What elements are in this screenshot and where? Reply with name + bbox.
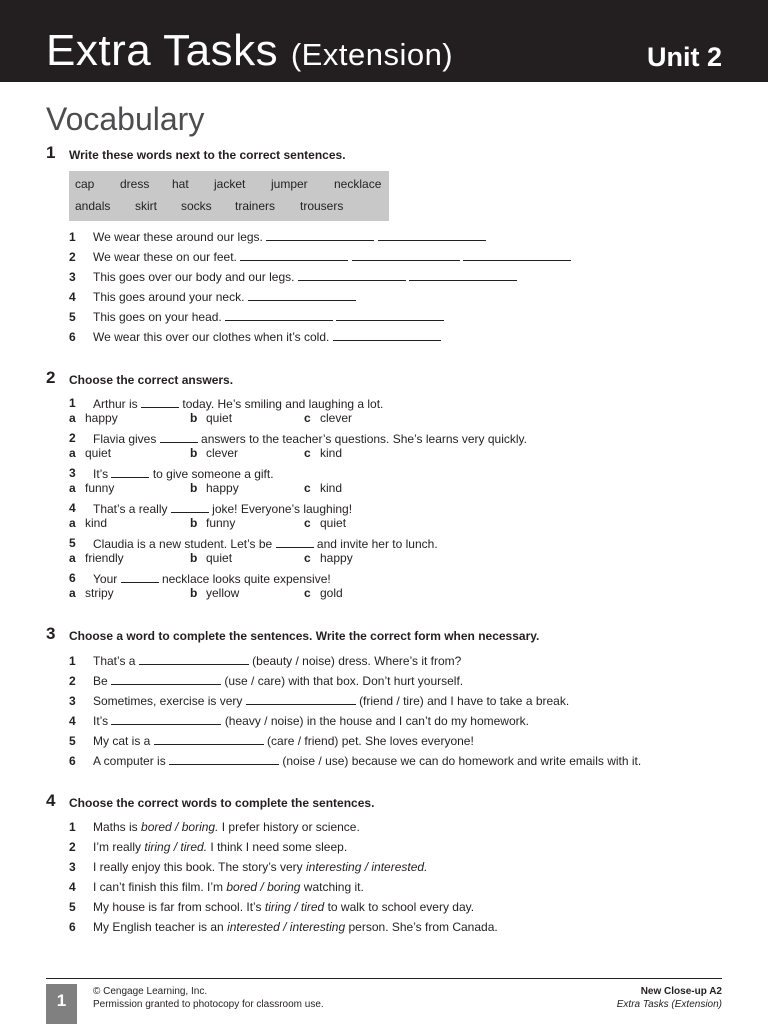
- item-number: 6: [69, 571, 76, 585]
- option-letter: a: [69, 551, 76, 565]
- answer-blank[interactable]: [298, 269, 406, 281]
- word: trainers: [235, 199, 276, 213]
- answer-blank[interactable]: [378, 229, 486, 241]
- answer-blank[interactable]: [276, 536, 314, 548]
- item-number: 4: [69, 714, 76, 728]
- permission-text: Permission granted to photocopy for classroom use.: [93, 999, 324, 1010]
- task-number: 2: [46, 368, 56, 387]
- item-text: A computer is: [93, 754, 166, 768]
- task-1: [46, 143, 736, 344]
- answer-blank[interactable]: [248, 289, 356, 301]
- option-a[interactable]: [69, 586, 114, 601]
- word: andals: [75, 199, 111, 213]
- page-title: [46, 26, 453, 80]
- option-text: friendly: [85, 551, 124, 565]
- copyright-text: © Cengage Learning, Inc.: [93, 986, 208, 997]
- task-heading: [46, 143, 736, 167]
- option-text: kind: [85, 516, 108, 530]
- option-c[interactable]: [304, 516, 346, 531]
- item-number: 2: [69, 250, 76, 264]
- answer-blank[interactable]: [463, 249, 571, 261]
- footer-copyright: [93, 985, 324, 1011]
- option-a[interactable]: [69, 551, 124, 566]
- item-number: 5: [69, 310, 76, 324]
- item-text: We wear these around our legs.: [93, 230, 263, 244]
- word-choice[interactable]: tiring / tired.: [144, 840, 208, 854]
- item-text: This goes over our body and our legs.: [93, 270, 295, 284]
- option-text: quiet: [206, 411, 233, 425]
- answer-blank[interactable]: [154, 733, 264, 745]
- option-c[interactable]: [304, 446, 342, 461]
- item-text: I prefer history or science.: [221, 820, 360, 834]
- option-a[interactable]: [69, 516, 107, 531]
- item-text: (noise / use) because we can do homework and write emails with it.: [282, 754, 642, 768]
- word: socks: [181, 199, 212, 213]
- item-text: to give someone a gift.: [152, 467, 274, 481]
- option-letter: a: [69, 411, 76, 425]
- answer-blank[interactable]: [169, 753, 279, 765]
- option-text: clever: [320, 411, 353, 425]
- book-subtitle: Extra Tasks (Extension): [616, 999, 722, 1010]
- word-choice[interactable]: interested / interesting: [227, 920, 346, 934]
- task-heading: [46, 368, 736, 392]
- answer-blank[interactable]: [139, 653, 249, 665]
- answer-blank[interactable]: [111, 713, 221, 725]
- item-text: watching it.: [303, 880, 364, 894]
- option-text: clever: [206, 446, 239, 460]
- item-text: Arthur is: [93, 397, 138, 411]
- word-choice[interactable]: tiring / tired: [264, 900, 325, 914]
- word: trousers: [300, 199, 344, 213]
- option-text: kind: [320, 446, 343, 460]
- item-text: I can’t finish this film. I’m: [93, 880, 224, 894]
- word: skirt: [135, 199, 157, 213]
- answer-blank[interactable]: [336, 309, 444, 321]
- answer-blank[interactable]: [352, 249, 460, 261]
- option-letter: b: [190, 586, 198, 600]
- item-text: My cat is a: [93, 734, 151, 748]
- option-c[interactable]: [304, 551, 353, 566]
- option-text: stripy: [85, 586, 114, 600]
- section-title: Vocabulary: [46, 101, 205, 137]
- item-number: 2: [69, 674, 76, 688]
- answer-blank[interactable]: [111, 466, 149, 478]
- option-text: gold: [320, 586, 343, 600]
- task-instruction: Write these words next to the correct sentences.: [69, 148, 346, 162]
- option-b[interactable]: [190, 586, 239, 601]
- item-text: necklace looks quite expensive!: [161, 572, 331, 586]
- answer-blank[interactable]: [171, 501, 209, 513]
- task-instruction: Choose the correct words to complete the sentences.: [69, 796, 375, 810]
- option-b[interactable]: [190, 446, 238, 461]
- task-instruction: Choose a word to complete the sentences. Write the correct form when necessary.: [69, 629, 540, 643]
- item-text: Flavia gives: [93, 432, 157, 446]
- item-text: It’s: [93, 467, 109, 481]
- option-letter: c: [304, 411, 311, 425]
- option-letter: c: [304, 516, 311, 530]
- item-text: Your: [93, 572, 118, 586]
- item-number: 3: [69, 694, 76, 708]
- option-b[interactable]: [190, 516, 235, 531]
- item-text: I really enjoy this book. The story’s very: [93, 860, 303, 874]
- item-text: Sometimes, exercise is very: [93, 694, 243, 708]
- item-number: 3: [69, 270, 76, 284]
- item-number: 3: [69, 860, 76, 874]
- option-letter: b: [190, 516, 198, 530]
- item-text: (beauty / noise) dress. Where’s it from?: [252, 654, 462, 668]
- task-3: [46, 624, 736, 768]
- answer-blank[interactable]: [160, 431, 198, 443]
- item-text: Be: [93, 674, 108, 688]
- item-number: 2: [69, 431, 76, 445]
- option-letter: b: [190, 481, 198, 495]
- option-text: funny: [85, 481, 115, 495]
- task-number: 1: [46, 143, 56, 162]
- title-main: Extra Tasks: [46, 26, 279, 75]
- page-header: [0, 0, 768, 82]
- item-text: We wear this over our clothes when it’s cold.: [93, 330, 330, 344]
- option-text: happy: [320, 551, 353, 565]
- word-choice[interactable]: interesting / interested.: [306, 860, 428, 874]
- item-number: 1: [69, 820, 76, 834]
- item-number: 6: [69, 754, 76, 768]
- option-a[interactable]: [69, 411, 118, 426]
- option-c[interactable]: [304, 411, 352, 426]
- item-number: 6: [69, 920, 76, 934]
- item-text: My house is far from school. It’s: [93, 900, 262, 914]
- task-instruction: Choose the correct answers.: [69, 373, 234, 387]
- task-4: [46, 791, 736, 934]
- word: jumper: [271, 177, 308, 191]
- item-text: I’m really: [93, 840, 142, 854]
- option-c[interactable]: [304, 586, 343, 601]
- item-text: Claudia is a new student. Let’s be: [93, 537, 273, 551]
- option-letter: c: [304, 481, 311, 495]
- answer-blank[interactable]: [240, 249, 348, 261]
- item-number: 5: [69, 734, 76, 748]
- book-title: New Close-up A2: [640, 986, 722, 997]
- word-box: [69, 171, 389, 221]
- option-text: quiet: [320, 516, 347, 530]
- word: hat: [172, 177, 189, 191]
- word: jacket: [214, 177, 246, 191]
- item-text: today. He’s smiling and laughing a lot.: [182, 397, 384, 411]
- option-text: yellow: [206, 586, 240, 600]
- item-text: and invite her to lunch.: [316, 537, 438, 551]
- option-c[interactable]: [304, 481, 342, 496]
- answer-blank[interactable]: [141, 396, 179, 408]
- word: necklace: [334, 177, 382, 191]
- word-row: [75, 199, 343, 213]
- item-text: person. She’s from Canada.: [348, 920, 498, 934]
- item-text: This goes around your neck.: [93, 290, 245, 304]
- unit-label: Unit 2: [646, 42, 722, 72]
- item-number: 5: [69, 900, 76, 914]
- option-a[interactable]: [69, 481, 114, 496]
- option-text: quiet: [206, 551, 233, 565]
- word: cap: [75, 177, 95, 191]
- option-b[interactable]: [190, 411, 232, 426]
- item-number: 1: [69, 230, 76, 244]
- option-letter: a: [69, 481, 76, 495]
- item-text: (use / care) with that box. Don’t hurt yourself.: [224, 674, 464, 688]
- option-letter: c: [304, 586, 311, 600]
- footer-book-info: [617, 985, 722, 1011]
- footer-divider: [46, 978, 722, 979]
- item-text: That’s a really: [93, 502, 168, 516]
- page-number: 1: [46, 984, 77, 1024]
- option-letter: b: [190, 551, 198, 565]
- item-number: 6: [69, 330, 76, 344]
- item-text: My English teacher is an: [93, 920, 224, 934]
- item-text: I think I need some sleep.: [210, 840, 348, 854]
- option-text: happy: [85, 411, 118, 425]
- answer-blank[interactable]: [333, 329, 441, 341]
- option-letter: c: [304, 446, 311, 460]
- answer-blank[interactable]: [246, 693, 356, 705]
- answer-blank[interactable]: [409, 269, 517, 281]
- option-letter: a: [69, 516, 76, 530]
- item-number: 2: [69, 840, 76, 854]
- item-text: (friend / tire) and I have to take a break.: [359, 694, 570, 708]
- option-letter: a: [69, 446, 76, 460]
- task-2: [46, 368, 736, 600]
- answer-blank[interactable]: [266, 229, 374, 241]
- option-text: funny: [206, 516, 236, 530]
- option-letter: a: [69, 586, 76, 600]
- item-text: Maths is: [93, 820, 138, 834]
- item-number: 1: [69, 654, 76, 668]
- item-number: 5: [69, 536, 76, 550]
- word: dress: [120, 177, 150, 191]
- word-row: [75, 177, 381, 191]
- option-b[interactable]: [190, 481, 239, 496]
- task-heading: [46, 791, 736, 815]
- option-text: kind: [320, 481, 343, 495]
- word-choice[interactable]: bored / boring.: [141, 820, 219, 834]
- item-text: It’s: [93, 714, 109, 728]
- answer-blank[interactable]: [225, 309, 333, 321]
- word-choice[interactable]: bored / boring: [226, 880, 301, 894]
- item-number: 4: [69, 880, 76, 894]
- option-text: happy: [206, 481, 239, 495]
- item-number: 1: [69, 396, 76, 410]
- answer-blank[interactable]: [121, 571, 159, 583]
- option-letter: b: [190, 411, 198, 425]
- item-text: This goes on your head.: [93, 310, 222, 324]
- option-letter: c: [304, 551, 311, 565]
- item-text: (care / friend) pet. She loves everyone!: [267, 734, 474, 748]
- item-text: That’s a: [93, 654, 136, 668]
- item-number: 3: [69, 466, 76, 480]
- task-number: 3: [46, 624, 56, 643]
- item-text: joke! Everyone’s laughing!: [212, 502, 353, 516]
- item-text: answers to the teacher’s questions. She’s learns very quickly.: [201, 432, 527, 446]
- option-b[interactable]: [190, 551, 232, 566]
- option-a[interactable]: [69, 446, 111, 461]
- item-text: We wear these on our feet.: [93, 250, 237, 264]
- item-text: (heavy / noise) in the house and I can’t do my homework.: [224, 714, 529, 728]
- item-number: 4: [69, 501, 76, 515]
- item-number: 4: [69, 290, 76, 304]
- item-text: to walk to school every day.: [327, 900, 475, 914]
- answer-blank[interactable]: [111, 673, 221, 685]
- task-heading: [46, 624, 736, 648]
- task-number: 4: [46, 791, 56, 810]
- option-letter: b: [190, 446, 198, 460]
- title-subtitle: (Extension): [290, 37, 454, 72]
- option-text: quiet: [85, 446, 112, 460]
